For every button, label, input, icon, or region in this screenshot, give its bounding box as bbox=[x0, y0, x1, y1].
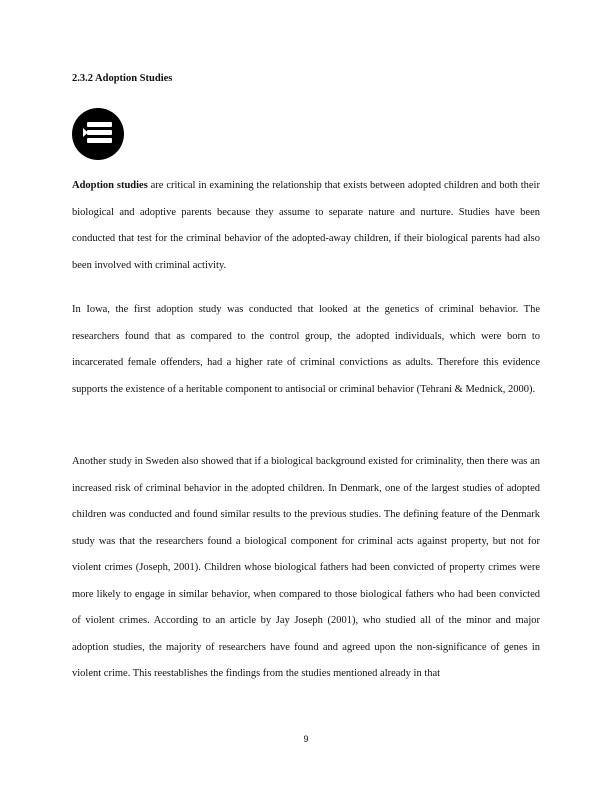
paragraph-lead-term: Adoption studies bbox=[72, 180, 148, 191]
section-heading: 2.3.2 Adoption Studies bbox=[72, 73, 173, 84]
paragraph-iowa-study: In Iowa, the first adoption study was conducted that looked at the genetics of criminal behavior. The researchers found that as compared to the control group, the adopted individuals, which were born to incarcerated female offenders, had a higher rate of criminal convictions as adults. Therefore this evidence supports the existence of a heritable component to antisocial or criminal behavior (Tehrani & Mednick, 2000). bbox=[72, 304, 540, 395]
paragraph-adoption-studies bbox=[72, 173, 540, 279]
list-menu-icon bbox=[72, 108, 124, 160]
page-number: 9 bbox=[303, 734, 309, 744]
paragraph-text: are critical in examining the relationship that exists between adopted children and both their biological and adoptive parents because they assume to separate nature and nurture. Studies have been conducted that test for the criminal behavior of the adopted-away children, if their biological parents had also been involved with criminal activity. bbox=[72, 180, 540, 271]
paragraph-sweden-denmark-studies: Another study in Sweden also showed that if a biological background existed for criminality, then there was an increased risk of criminal behavior in the adopted children. In Denmark, one of the largest studies of adopted children was conducted and found similar results to the previous studies. The defining feature of the Denmark study was that the researchers found a biological component for criminal acts against property, but not for violent crimes (Joseph, 2001). Children whose biological fathers had been convicted of property crimes were more likely to engage in similar behavior, when compared to those biological fathers who had been convicted of violent crimes. According to an article by Jay Joseph (2001), who studied all of the minor and major adoption studies, the majority of researchers have found and agreed upon the non-significance of genes in violent crime. This reestablishes the findings from the studies mentioned already in that bbox=[72, 456, 540, 679]
